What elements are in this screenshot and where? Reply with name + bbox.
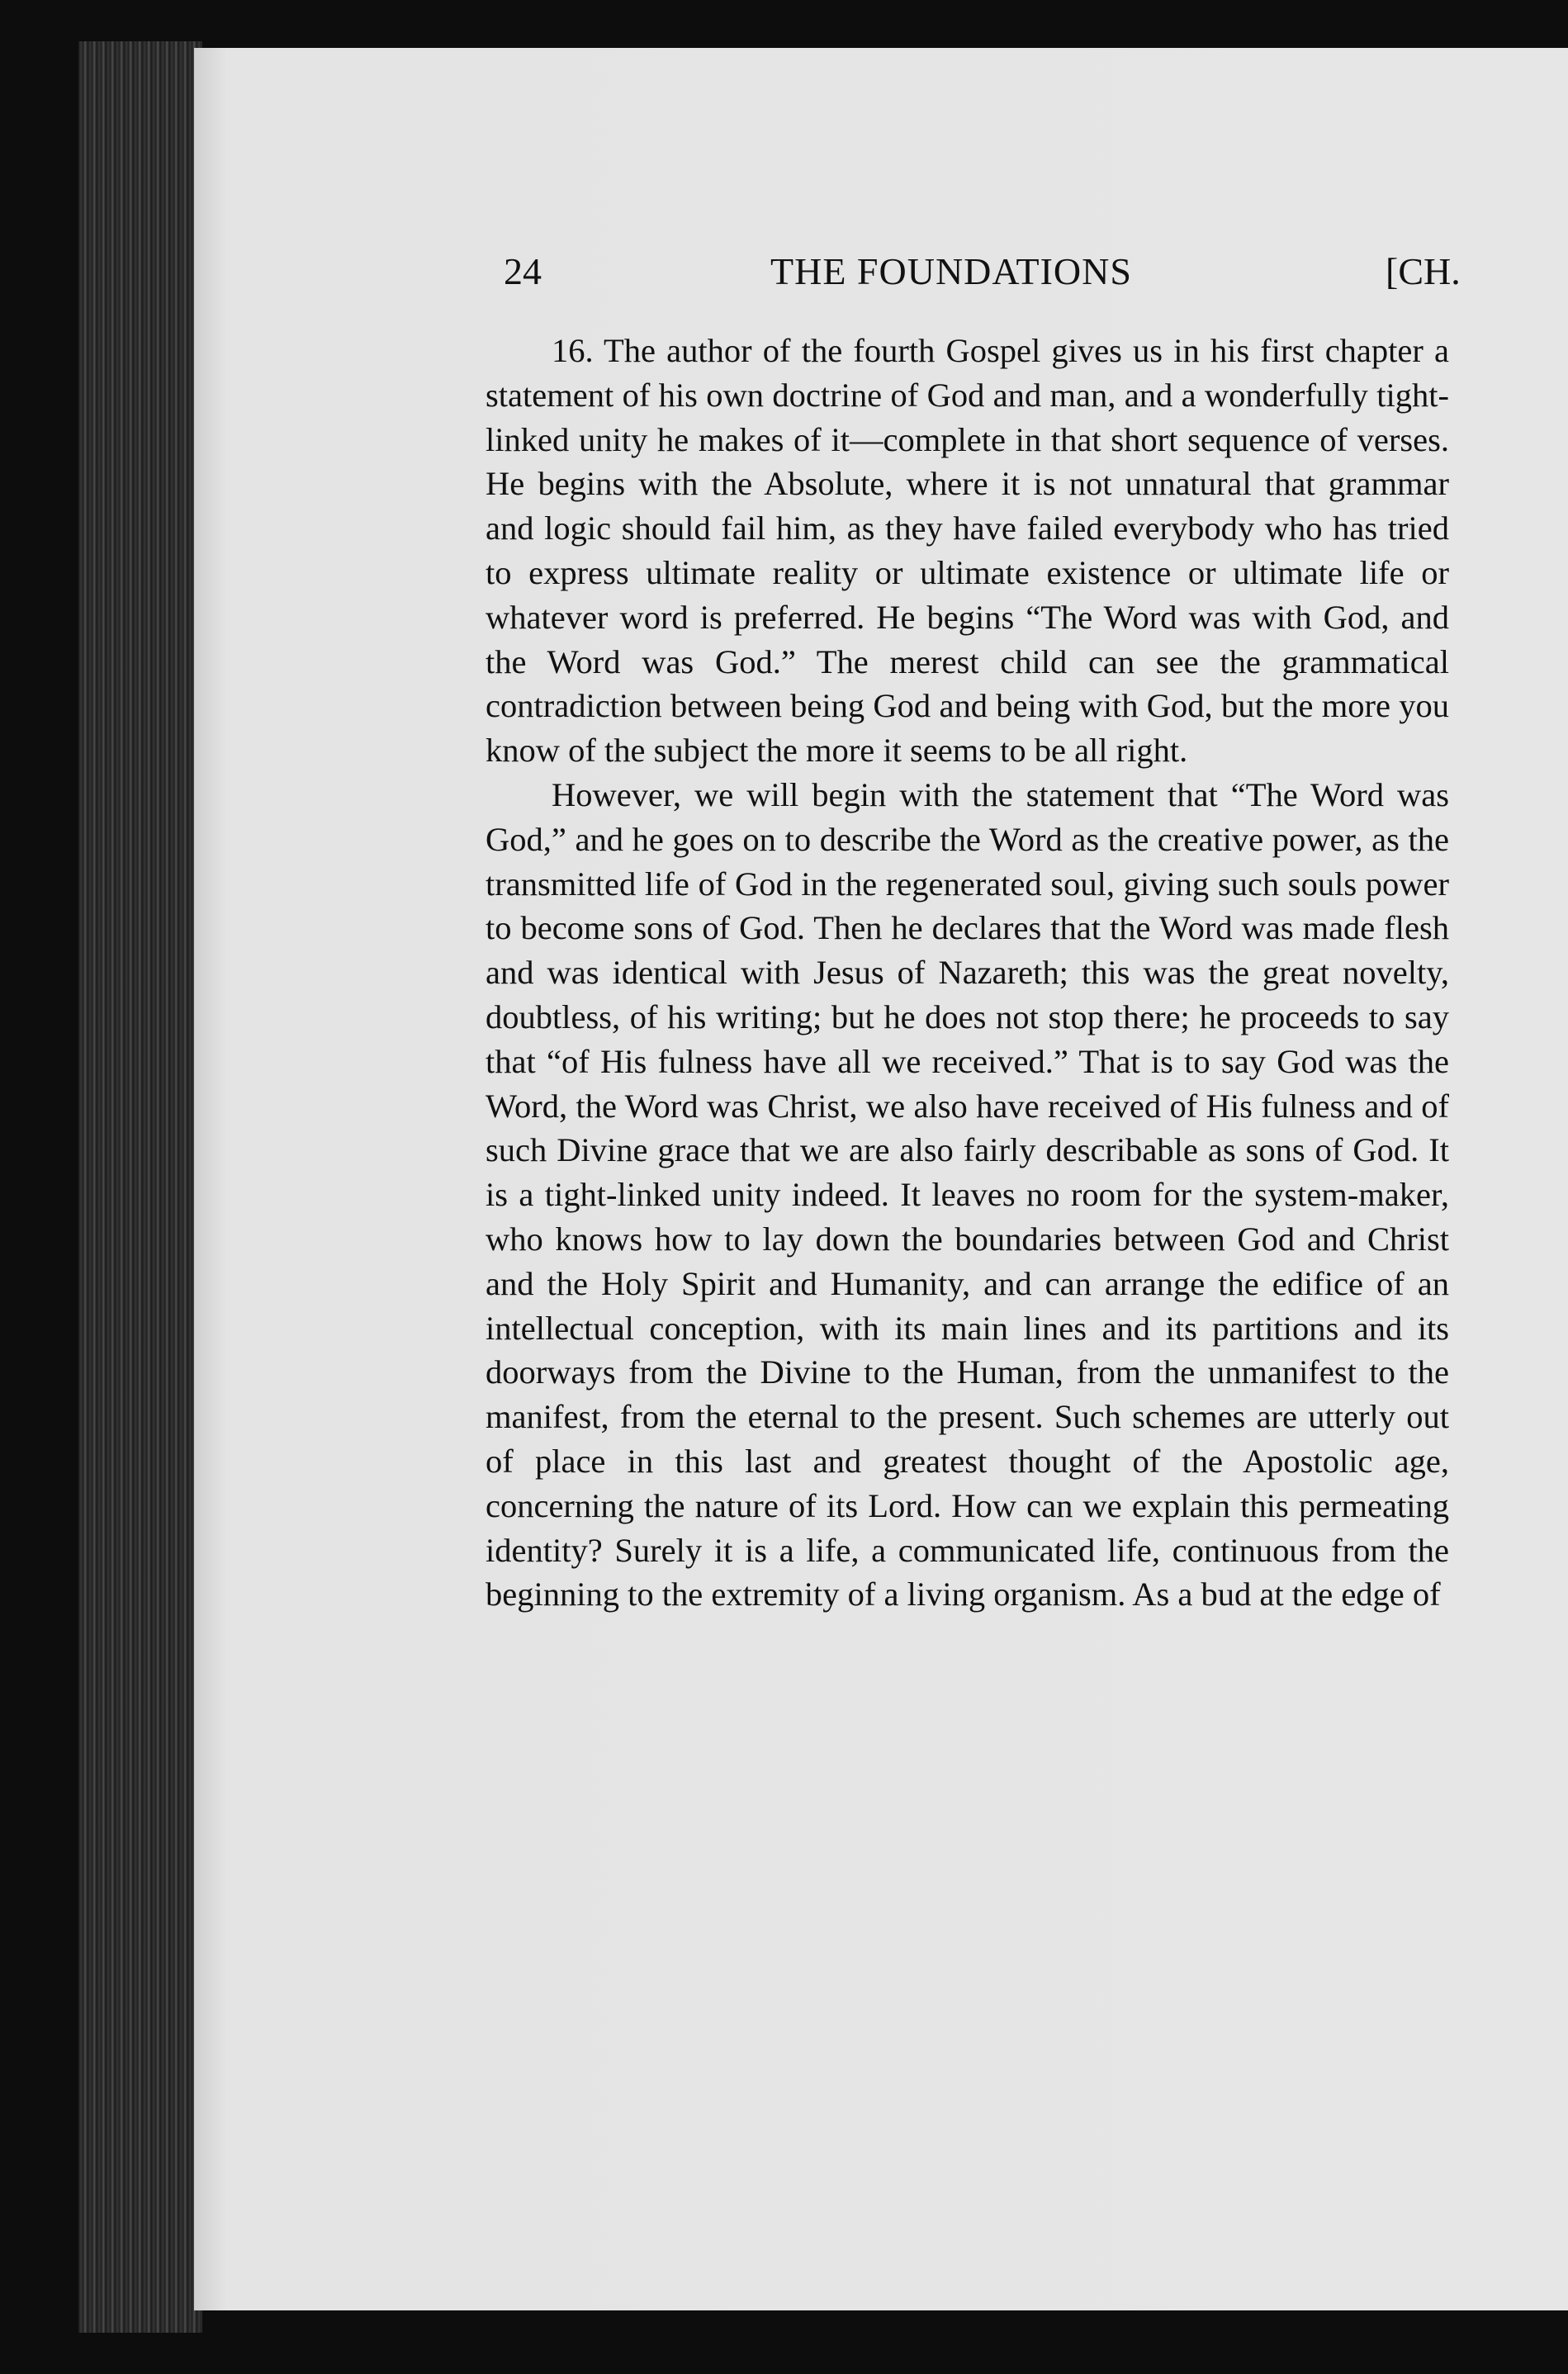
paragraph-2: However, we will begin with the statement that “The Word was God,” and he goes on to describe the Word as the creative power, as the transmitted life of God in the regenerated soul, giving such souls power to become sons of God. Then he declares that the Word was made flesh and was identical with Jesus of Nazareth; this was the great novelty, doubtless, of his writing; but he does not stop there; he proceeds to say that “of His fulness have all we received.” That is to say God was the Word, the Word was Christ, we also have received of His fulness and of such Divine grace that we are also fairly describable as sons of God. It is a tight-linked unity indeed. It leaves no room for the system-maker, who knows how to lay down the boundaries between God and Christ and the Holy Spirit and Humanity, and can arrange the edifice of an intellectual conception, with its main lines and its partitions and its doorways from the Divine to the Human, from the unmanifest to the manifest, from the eternal to the present. Such schemes are utterly out of place in this last and greatest thought of the Apostolic age, concerning the nature of its Lord. How can we explain this permeating identity? Surely it is a life, a communicated life, continuous from the beginning to the extremity of a living organism. As a bud at the edge of — [486, 775, 1449, 1613]
paragraph-1: 16. The author of the fourth Gospel gives us in his first chapter a statement of his own doctrine of God and man, and a wonderfully tight-linked unity he makes of it—complete in that short sequence of verses. He begins with the Absolute, where it is not unnatural that grammar and logic should fail him, as they have failed everybody who has tried to express ultimate reality or ultimate existence or ultimate life or whatever word is preferred. He begins “The Word was with God, and the Word was God.” The merest child can see the grammatical contradiction between being God and being with God, but the more you know of the subject the more it seems to be all right. — [486, 332, 1449, 770]
running-title: THE FOUNDATIONS — [770, 250, 1132, 292]
book-binding-edge — [78, 41, 202, 2333]
chapter-mark: [CH. — [1386, 250, 1461, 292]
body-text — [486, 329, 1449, 1617]
page-number: 24 — [504, 250, 542, 292]
running-head — [312, 249, 1461, 299]
